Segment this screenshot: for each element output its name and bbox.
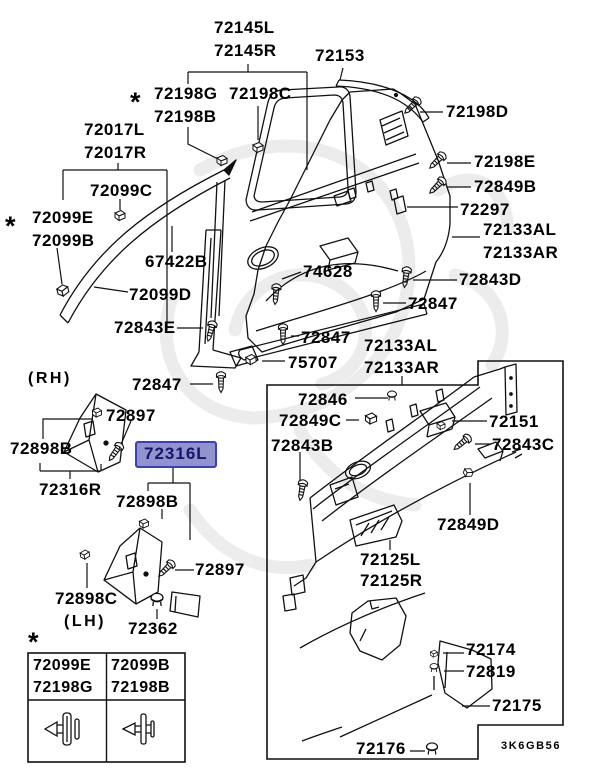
part-label-72297: 72297 bbox=[460, 200, 510, 219]
part-label-72017L: 72017L bbox=[84, 120, 145, 139]
part-label-72846: 72846 bbox=[298, 390, 348, 409]
part-label-72198G: 72198G bbox=[154, 84, 218, 103]
part-label-72133AR-a: 72133AR bbox=[483, 243, 559, 262]
part-label-72847-a: 72847 bbox=[408, 294, 458, 313]
part-label-72099B: 72099B bbox=[32, 231, 95, 250]
part-label-72133AL-b: 72133AL bbox=[364, 336, 438, 355]
part-label-72198D: 72198D bbox=[446, 102, 509, 121]
part-label-72174: 72174 bbox=[466, 640, 516, 659]
part-label-72897-a: 72897 bbox=[106, 406, 156, 425]
part-label-72898B-a: 72898B bbox=[10, 439, 73, 458]
part-label-asterisk-3: * bbox=[28, 627, 39, 657]
table-cell-72099E: 72099E bbox=[33, 657, 92, 674]
part-label-72175: 72175 bbox=[492, 696, 542, 715]
part-label-72316L[interactable]: 72316L bbox=[135, 441, 217, 468]
part-label-72898B-b: 72898B bbox=[116, 492, 179, 511]
part-label-72176: 72176 bbox=[356, 739, 406, 758]
part-label-72843C: 72843C bbox=[492, 435, 555, 454]
part-label-72133AR-b: 72133AR bbox=[364, 358, 440, 377]
part-label-72151: 72151 bbox=[489, 412, 539, 431]
part-label-marker-RH: (RH) bbox=[28, 370, 72, 387]
part-label-72819: 72819 bbox=[466, 662, 516, 681]
part-label-72099E: 72099E bbox=[32, 208, 94, 227]
part-label-72849B: 72849B bbox=[474, 177, 537, 196]
part-label-asterisk-2: * bbox=[5, 211, 16, 241]
part-label-72198E: 72198E bbox=[474, 152, 536, 171]
part-label-72198C: 72198C bbox=[229, 84, 292, 103]
part-label-67422B: 67422B bbox=[145, 252, 208, 271]
part-label-72849C: 72849C bbox=[279, 411, 342, 430]
part-label-72897-b: 72897 bbox=[195, 560, 245, 579]
part-label-72847-c: 72847 bbox=[132, 375, 182, 394]
part-label-72849D: 72849D bbox=[437, 515, 500, 534]
part-label-75707: 75707 bbox=[288, 353, 338, 372]
diagram-code: 3K6GB56 bbox=[501, 740, 562, 752]
part-label-72125L: 72125L bbox=[360, 550, 421, 569]
part-label-72099C: 72099C bbox=[90, 181, 153, 200]
part-label-marker-LH: (LH) bbox=[64, 613, 106, 630]
part-label-asterisk-1: * bbox=[130, 87, 141, 117]
part-label-72316R: 72316R bbox=[39, 480, 102, 499]
part-label-72843E: 72843E bbox=[114, 318, 176, 337]
table-cell-72099B: 72099B bbox=[111, 657, 171, 674]
part-label-72153: 72153 bbox=[315, 46, 365, 65]
part-label-72017R: 72017R bbox=[84, 143, 147, 162]
part-label-72847-b: 72847 bbox=[301, 328, 351, 347]
part-label-72133AL-a: 72133AL bbox=[483, 220, 557, 239]
part-label-72125R: 72125R bbox=[360, 571, 423, 590]
part-label-72198B-top: 72198B bbox=[154, 107, 217, 126]
table-cell-72198B: 72198B bbox=[111, 679, 171, 696]
part-label-72145R: 72145R bbox=[214, 41, 277, 60]
part-label-72898C: 72898C bbox=[55, 589, 118, 608]
part-label-72362: 72362 bbox=[128, 619, 178, 638]
part-label-72843D: 72843D bbox=[459, 270, 522, 289]
part-label-72099D: 72099D bbox=[129, 285, 192, 304]
part-label-74628: 74628 bbox=[303, 262, 353, 281]
part-label-72843B: 72843B bbox=[271, 436, 334, 455]
table-cell-72198G: 72198G bbox=[33, 679, 93, 696]
part-label-72145L: 72145L bbox=[214, 18, 275, 37]
